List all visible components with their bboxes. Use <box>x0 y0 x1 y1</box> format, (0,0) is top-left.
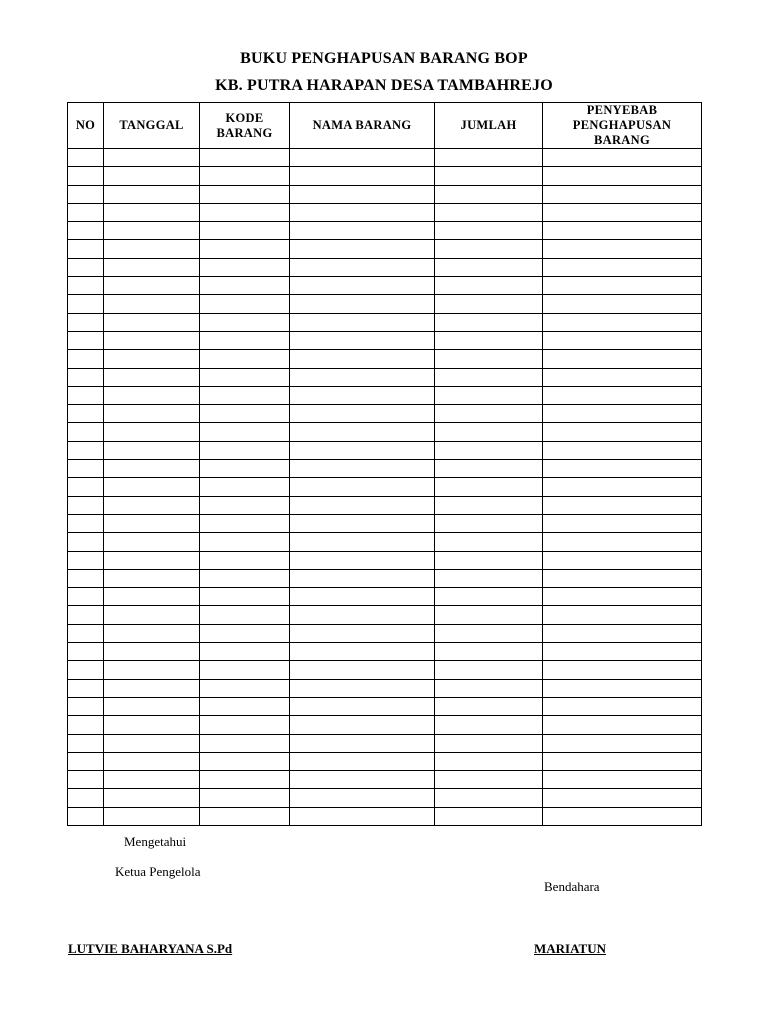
table-cell <box>104 533 200 551</box>
table-cell <box>543 258 702 276</box>
table-cell <box>68 789 104 807</box>
table-cell <box>543 789 702 807</box>
table-cell <box>543 661 702 679</box>
table-cell <box>104 240 200 258</box>
table-cell <box>435 606 543 624</box>
column-header-no: NO <box>68 103 104 149</box>
table-cell <box>200 807 290 825</box>
table-cell <box>200 478 290 496</box>
table-cell <box>200 789 290 807</box>
table-cell <box>68 423 104 441</box>
table-cell <box>104 789 200 807</box>
table-cell <box>200 697 290 715</box>
table-cell <box>104 643 200 661</box>
table-cell <box>435 460 543 478</box>
table-cell <box>290 258 435 276</box>
table-cell <box>200 771 290 789</box>
table-cell <box>543 643 702 661</box>
table-cell <box>543 405 702 423</box>
table-cell <box>104 588 200 606</box>
table-cell <box>435 149 543 167</box>
table-cell <box>290 295 435 313</box>
table-cell <box>543 533 702 551</box>
table-cell <box>543 313 702 331</box>
table-cell <box>104 277 200 295</box>
table-cell <box>68 569 104 587</box>
table-cell <box>68 533 104 551</box>
table-cell <box>290 240 435 258</box>
table-cell <box>543 752 702 770</box>
column-header-tanggal: TANGGAL <box>104 103 200 149</box>
table-cell <box>68 771 104 789</box>
table-cell <box>543 203 702 221</box>
table-cell <box>543 386 702 404</box>
table-cell <box>200 203 290 221</box>
table-cell <box>290 551 435 569</box>
table-cell <box>543 734 702 752</box>
table-cell <box>200 643 290 661</box>
table-cell <box>104 405 200 423</box>
table-cell <box>200 386 290 404</box>
table-row <box>68 716 702 734</box>
right-signatory-name: MARIATUN <box>534 941 606 956</box>
table-row <box>68 643 702 661</box>
table-cell <box>435 643 543 661</box>
table-cell <box>290 807 435 825</box>
table-cell <box>104 460 200 478</box>
table-row <box>68 441 702 459</box>
table-cell <box>290 789 435 807</box>
table-cell <box>104 807 200 825</box>
table-cell <box>435 313 543 331</box>
table-cell <box>68 551 104 569</box>
table-cell <box>104 368 200 386</box>
table-row <box>68 606 702 624</box>
table-cell <box>290 386 435 404</box>
table-cell <box>68 460 104 478</box>
table-cell <box>435 331 543 349</box>
table-cell <box>104 386 200 404</box>
table-cell <box>68 697 104 715</box>
table-cell <box>104 606 200 624</box>
table-cell <box>435 405 543 423</box>
table-cell <box>104 295 200 313</box>
table-cell <box>290 661 435 679</box>
table-cell <box>104 734 200 752</box>
table-cell <box>543 368 702 386</box>
table-row <box>68 789 702 807</box>
table-cell <box>68 716 104 734</box>
table-cell <box>68 679 104 697</box>
table-cell <box>290 441 435 459</box>
table-cell <box>290 167 435 185</box>
table-row <box>68 313 702 331</box>
table-cell <box>290 185 435 203</box>
table-cell <box>543 624 702 642</box>
table-cell <box>68 752 104 770</box>
table-cell <box>68 661 104 679</box>
table-cell <box>104 313 200 331</box>
table-cell <box>435 697 543 715</box>
table-cell <box>200 496 290 514</box>
table-cell <box>435 661 543 679</box>
table-row <box>68 386 702 404</box>
table-row <box>68 533 702 551</box>
table-cell <box>200 679 290 697</box>
table-cell <box>200 331 290 349</box>
table-cell <box>104 185 200 203</box>
table-row <box>68 331 702 349</box>
table-cell <box>200 588 290 606</box>
table-cell <box>290 149 435 167</box>
table-cell <box>290 277 435 295</box>
table-cell <box>104 203 200 221</box>
table-cell <box>68 350 104 368</box>
table-cell <box>200 441 290 459</box>
table-cell <box>200 258 290 276</box>
table-row <box>68 734 702 752</box>
table-cell <box>290 752 435 770</box>
table-cell <box>435 240 543 258</box>
table-cell <box>68 203 104 221</box>
table-cell <box>68 588 104 606</box>
left-signatory-role: Ketua Pengelola <box>115 864 201 879</box>
table-cell <box>290 514 435 532</box>
table-cell <box>290 331 435 349</box>
table-row <box>68 295 702 313</box>
table-cell <box>68 386 104 404</box>
column-header-kode-barang: KODE BARANG <box>200 103 290 149</box>
table-cell <box>543 679 702 697</box>
table-cell <box>200 368 290 386</box>
table-cell <box>200 423 290 441</box>
table-cell <box>68 478 104 496</box>
table-cell <box>290 313 435 331</box>
table-cell <box>290 588 435 606</box>
table-cell <box>68 643 104 661</box>
table-row <box>68 679 702 697</box>
table-cell <box>543 716 702 734</box>
table-cell <box>68 734 104 752</box>
table-cell <box>290 771 435 789</box>
table-cell <box>435 295 543 313</box>
table-cell <box>543 460 702 478</box>
table-row <box>68 240 702 258</box>
acknowledge-label: Mengetahui <box>124 834 187 849</box>
table-cell <box>435 277 543 295</box>
table-cell <box>435 551 543 569</box>
table-cell <box>290 478 435 496</box>
table-cell <box>104 441 200 459</box>
table-row <box>68 624 702 642</box>
table-cell <box>68 405 104 423</box>
table-cell <box>435 514 543 532</box>
table-cell <box>435 386 543 404</box>
table-row <box>68 185 702 203</box>
table-cell <box>200 606 290 624</box>
table-cell <box>543 496 702 514</box>
table-cell <box>104 716 200 734</box>
document-title: BUKU PENGHAPUSAN BARANG BOP <box>240 50 528 67</box>
table-cell <box>68 185 104 203</box>
document-subtitle: KB. PUTRA HARAPAN DESA TAMBAHREJO <box>215 77 553 94</box>
table-cell <box>543 277 702 295</box>
table-row <box>68 478 702 496</box>
table-cell <box>68 496 104 514</box>
table-row <box>68 551 702 569</box>
table-row <box>68 350 702 368</box>
table-cell <box>290 606 435 624</box>
table-row <box>68 807 702 825</box>
table-cell <box>435 496 543 514</box>
table-cell <box>435 569 543 587</box>
table-cell <box>435 203 543 221</box>
right-signatory-role: Bendahara <box>544 879 600 894</box>
table-cell <box>104 771 200 789</box>
table-cell <box>68 313 104 331</box>
table-cell <box>104 679 200 697</box>
table-cell <box>435 771 543 789</box>
table-cell <box>290 697 435 715</box>
table-cell <box>435 185 543 203</box>
table-cell <box>104 350 200 368</box>
table-cell <box>200 551 290 569</box>
table-row <box>68 167 702 185</box>
table-cell <box>290 405 435 423</box>
table-cell <box>435 734 543 752</box>
table-row <box>68 752 702 770</box>
table-cell <box>104 551 200 569</box>
table-row <box>68 569 702 587</box>
table-cell <box>200 514 290 532</box>
table-cell <box>435 368 543 386</box>
table-cell <box>290 679 435 697</box>
table-cell <box>435 423 543 441</box>
table-cell <box>543 514 702 532</box>
table-cell <box>290 569 435 587</box>
table-cell <box>543 807 702 825</box>
table-cell <box>290 203 435 221</box>
table-cell <box>435 222 543 240</box>
table-cell <box>435 533 543 551</box>
table-cell <box>104 624 200 642</box>
table-cell <box>104 752 200 770</box>
column-header-penyebab: PENYEBAB PENGHAPUSAN BARANG <box>543 103 702 149</box>
table-cell <box>435 752 543 770</box>
table-row <box>68 771 702 789</box>
table-cell <box>543 441 702 459</box>
table-cell <box>104 167 200 185</box>
table-row <box>68 222 702 240</box>
table-row <box>68 496 702 514</box>
table-header-row <box>68 103 702 149</box>
table-cell <box>290 368 435 386</box>
table-cell <box>68 807 104 825</box>
table-cell <box>68 295 104 313</box>
table-cell <box>290 496 435 514</box>
table-cell <box>543 588 702 606</box>
left-signatory-name: LUTVIE BAHARYANA S.Pd <box>68 941 233 956</box>
table-cell <box>543 167 702 185</box>
table-cell <box>200 350 290 368</box>
table-cell <box>543 185 702 203</box>
table-cell <box>435 588 543 606</box>
table-cell <box>68 258 104 276</box>
table-cell <box>104 478 200 496</box>
table-cell <box>200 533 290 551</box>
table-cell <box>435 167 543 185</box>
table-cell <box>290 350 435 368</box>
table-cell <box>435 624 543 642</box>
table-cell <box>543 222 702 240</box>
table-cell <box>200 460 290 478</box>
table-cell <box>435 258 543 276</box>
table-row <box>68 697 702 715</box>
table-cell <box>200 624 290 642</box>
table-cell <box>200 185 290 203</box>
table-cell <box>104 661 200 679</box>
table-cell <box>543 295 702 313</box>
table-cell <box>68 222 104 240</box>
column-header-nama-barang: NAMA BARANG <box>290 103 435 149</box>
table-cell <box>104 569 200 587</box>
table-cell <box>435 478 543 496</box>
table-cell <box>200 277 290 295</box>
table-row <box>68 460 702 478</box>
table-cell <box>68 277 104 295</box>
table-cell <box>104 423 200 441</box>
table-cell <box>200 569 290 587</box>
table-cell <box>435 716 543 734</box>
table-row <box>68 661 702 679</box>
table-cell <box>435 350 543 368</box>
table-cell <box>68 624 104 642</box>
table-cell <box>68 368 104 386</box>
table-cell <box>290 624 435 642</box>
asset-writeoff-table <box>67 102 702 826</box>
table-cell <box>68 167 104 185</box>
table-row <box>68 258 702 276</box>
table-cell <box>543 606 702 624</box>
table-cell <box>435 441 543 459</box>
table-row <box>68 514 702 532</box>
table-cell <box>200 313 290 331</box>
table-cell <box>290 643 435 661</box>
table-cell <box>68 606 104 624</box>
table-cell <box>68 149 104 167</box>
table-cell <box>68 441 104 459</box>
table-cell <box>68 240 104 258</box>
table-row <box>68 149 702 167</box>
table-cell <box>200 295 290 313</box>
table-cell <box>104 149 200 167</box>
table-row <box>68 405 702 423</box>
table-cell <box>290 716 435 734</box>
table-row <box>68 203 702 221</box>
table-row <box>68 588 702 606</box>
table-cell <box>200 240 290 258</box>
table-cell <box>104 514 200 532</box>
table-cell <box>290 423 435 441</box>
table-cell <box>200 661 290 679</box>
table-cell <box>290 734 435 752</box>
table-cell <box>104 496 200 514</box>
column-header-jumlah: JUMLAH <box>435 103 543 149</box>
table-cell <box>435 807 543 825</box>
table-cell <box>200 716 290 734</box>
table-cell <box>543 569 702 587</box>
table-cell <box>200 405 290 423</box>
table-cell <box>543 149 702 167</box>
table-cell <box>543 697 702 715</box>
table-row <box>68 277 702 295</box>
table-cell <box>200 149 290 167</box>
table-cell <box>104 697 200 715</box>
table-row <box>68 368 702 386</box>
table-cell <box>435 679 543 697</box>
table-cell <box>543 478 702 496</box>
table-cell <box>200 167 290 185</box>
table-cell <box>543 240 702 258</box>
table-cell <box>200 222 290 240</box>
table-cell <box>290 533 435 551</box>
table-cell <box>543 423 702 441</box>
table-cell <box>290 222 435 240</box>
table-cell <box>543 350 702 368</box>
table-cell <box>543 331 702 349</box>
table-cell <box>200 734 290 752</box>
table-cell <box>543 551 702 569</box>
table-cell <box>200 752 290 770</box>
table-cell <box>68 514 104 532</box>
table-cell <box>435 789 543 807</box>
table-cell <box>68 331 104 349</box>
table-cell <box>104 258 200 276</box>
table-body <box>68 149 702 826</box>
table-row <box>68 423 702 441</box>
table-cell <box>104 222 200 240</box>
table-cell <box>290 460 435 478</box>
table-cell <box>543 771 702 789</box>
table-cell <box>104 331 200 349</box>
